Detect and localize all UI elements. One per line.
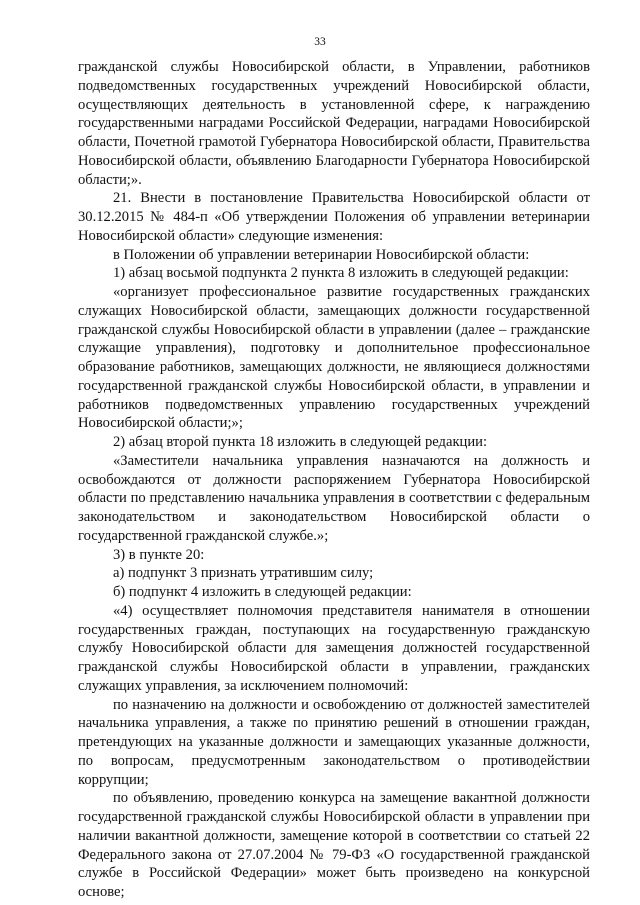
paragraph-quote-3: «4) осуществляет полномочия представителя нанимателя в отношении государственных граждан, поступающих на государственную гражданскую службу Новосибирской области для замещения должностей государственной гражданской службы Новосибирской области в управлении, гражданских служащих управления, за исключением полномочий:: [78, 602, 590, 694]
page-number: 33: [314, 36, 326, 48]
paragraph-quote-1: «организует профессиональное развитие государственных гражданских служащих Новосибирской области, замещающих должности государственной гражданской службы Новосибирской области в управлении (далее – гражданские служащие управления), подготовку и дополнительное профессиональное образование работников, замещающих должности, не являющиеся должностями государственной гражданской службы Новосибирской области, в управлении и работников подведомственных управлению государственных учреждений Новосибирской области;»;: [78, 284, 590, 432]
paragraph-sub-3b: б) подпункт 4 изложить в следующей редакции:: [113, 584, 412, 600]
paragraph-exception-2: по объявлению, проведению конкурса на замещение вакантной должности государственной гражданской службы Новосибирской области в управлении при наличии вакантной должности, замещение которой в соответствии со статьей 22 Федерального закона от 27.07.2004 № 79-ФЗ «О государственной гражданской службе в Российской Федерации» может быть произведено на конкурсной основе;: [78, 790, 590, 900]
paragraph-intro: в Положении об управлении ветеринарии Новосибирской области:: [113, 246, 530, 263]
paragraph-sub-1: 1) абзац восьмой подпункта 2 пункта 8 изложить в следующей редакции:: [113, 265, 569, 282]
document-body: [78, 58, 590, 902]
paragraph-sub-3a: а) подпункт 3 признать утратившим силу;: [113, 565, 374, 582]
paragraph-sub-2: 2) абзац второй пункта 18 изложить в следующей редакции:: [113, 434, 488, 450]
paragraph-quote-2: «Заместители начальника управления назначаются на должность и освобождаются от должности распоряжением Губернатора Новосибирской области по представлению начальника управления в соответствии с федеральным законодательством и законодательством Новосибирской области о государственной гражданской службе.»;: [78, 452, 590, 544]
paragraph-sub-3: 3) в пункте 20:: [113, 546, 205, 563]
paragraph-continuation: гражданской службы Новосибирской области, в Управлении, работников подведомственных государственных учреждений Новосибирской области, осуществляющих деятельность в установленной сфере, к награждению государственными наградами Российской Федерации, наградами Новосибирской области, Почетной грамотой Губернатора Новосибирской области, Правительства Новосибирской области, объявлению Благодарности Губернатора Новосибирской области;».: [78, 59, 590, 188]
paragraph-item-21: 21. Внести в постановление Правительства Новосибирской области от 30.12.2015 № 484-п «Об утверждении Положения об управлении ветеринарии Новосибирской области» следующие изменения:: [78, 190, 590, 244]
paragraph-exception-1: по назначению на должности и освобождению от должностей заместителей начальника управления, а также по принятию решений в отношении граждан, претендующих на указанные должности и замещающих указанные должности, по вопросам, предусмотренным законодательством о противодействии коррупции;: [78, 696, 590, 788]
